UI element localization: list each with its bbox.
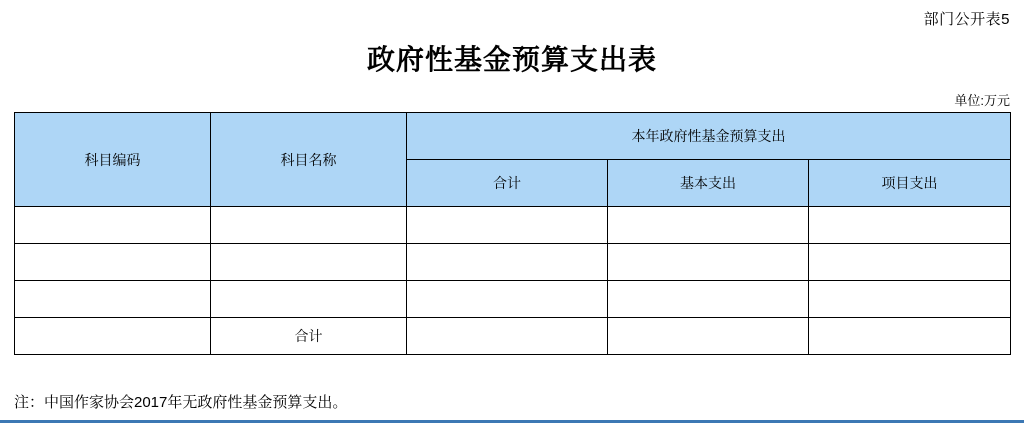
table-row	[15, 207, 1011, 244]
budget-table	[14, 112, 1011, 355]
cell-total	[407, 281, 608, 318]
cell-total	[407, 318, 608, 355]
bottom-divider	[0, 420, 1024, 423]
cell-name	[211, 207, 407, 244]
header-cell-name: 科目名称	[211, 113, 407, 207]
cell-basic	[608, 244, 809, 281]
form-code-label: 部门公开表5	[923, 11, 1010, 28]
cell-project	[809, 281, 1011, 318]
cell-total	[407, 207, 608, 244]
page-title: 政府性基金预算支出表	[366, 44, 657, 75]
cell-code	[15, 318, 211, 355]
table-row	[15, 244, 1011, 281]
header-cell-project: 项目支出	[809, 160, 1011, 207]
cell-name-total: 合计	[211, 318, 407, 355]
cell-basic	[608, 207, 809, 244]
cell-name	[211, 244, 407, 281]
cell-code	[15, 207, 211, 244]
footnote: 注：中国作家协会2017年无政府性基金预算支出。	[14, 394, 348, 411]
cell-name	[211, 281, 407, 318]
cell-project	[809, 207, 1011, 244]
cell-basic	[608, 281, 809, 318]
cell-code	[15, 281, 211, 318]
cell-code	[15, 244, 211, 281]
cell-project	[809, 318, 1011, 355]
table-row-total	[15, 318, 1011, 355]
cell-project	[809, 244, 1011, 281]
cell-total	[407, 244, 608, 281]
header-cell-basic: 基本支出	[608, 160, 809, 207]
cell-basic	[608, 318, 809, 355]
table-row	[15, 281, 1011, 318]
table-header-row-1	[15, 113, 1011, 160]
header-cell-code: 科目编码	[15, 113, 211, 207]
header-cell-total: 合计	[407, 160, 608, 207]
header-cell-group-current-year: 本年政府性基金预算支出	[407, 113, 1011, 160]
unit-note: 单位:万元	[954, 93, 1010, 108]
